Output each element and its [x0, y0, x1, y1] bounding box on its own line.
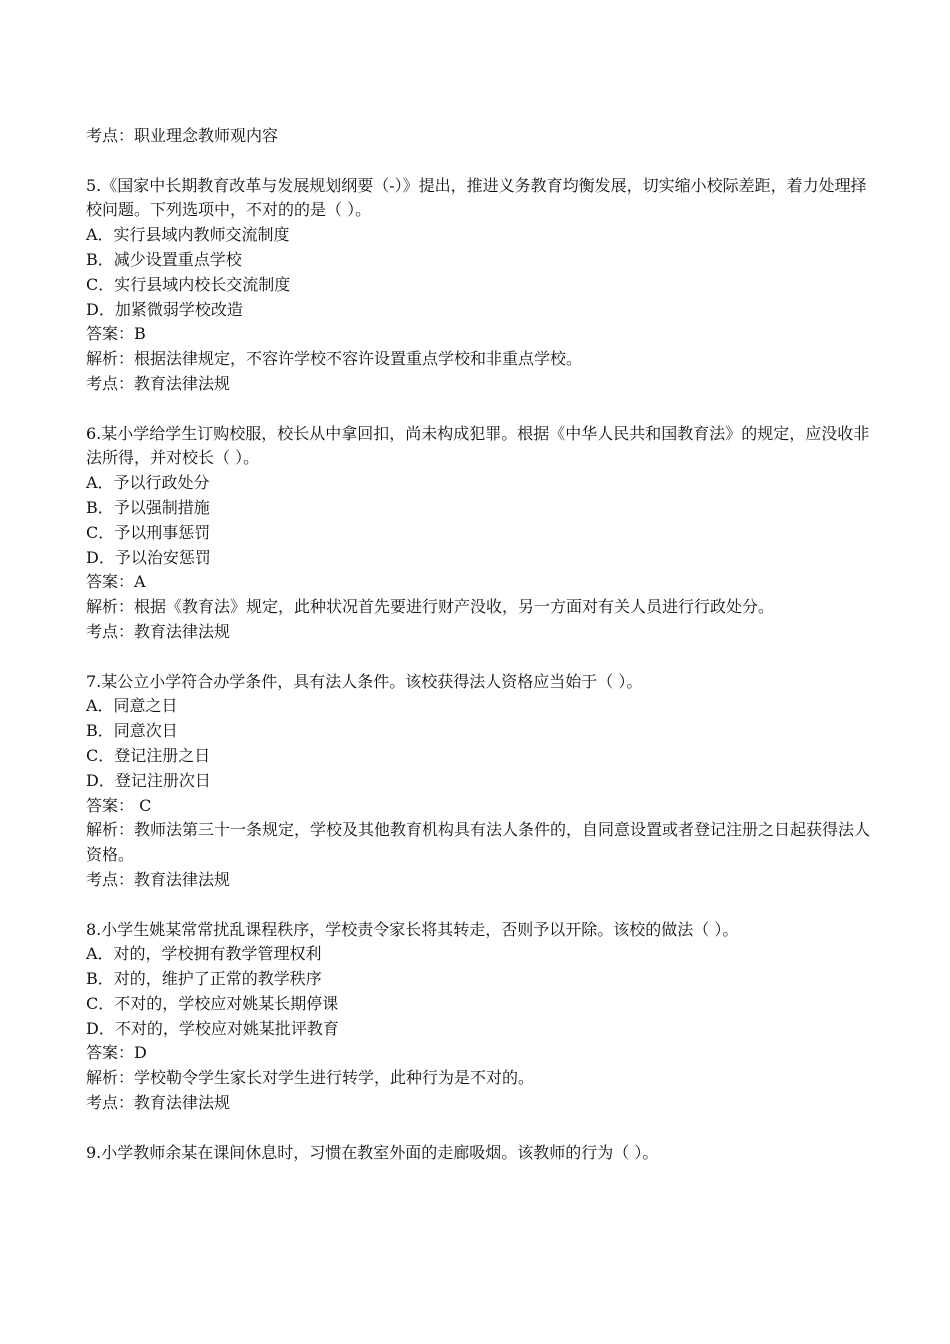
- option-a: A．实行县域内教师交流制度: [86, 225, 290, 245]
- option-a: A．同意之日: [86, 696, 178, 716]
- spacer: [86, 1116, 870, 1141]
- question-8: [86, 918, 870, 1116]
- analysis: 解析：教师法第三十一条规定，学校及其他教育机构具有法人条件的，自同意设置或者登记注册之日起获得法人资格。: [86, 820, 871, 865]
- question-6: [86, 422, 870, 645]
- option-a: A．予以行政处分: [86, 473, 210, 493]
- option-b: B．同意次日: [86, 721, 178, 741]
- option-b: B．对的，维护了正常的教学秩序: [86, 969, 322, 989]
- spacer: [86, 893, 870, 918]
- answer: 答案： C: [86, 795, 152, 815]
- question-5: [86, 174, 870, 397]
- spacer: [86, 645, 870, 670]
- question-stem: 8.小学生姚某常常扰乱课程秩序，学校责令家长将其转走，否则予以开除。该校的做法（ ）。: [86, 919, 739, 939]
- question-stem: 9.小学教师余某在课间休息时，习惯在教室外面的走廊吸烟。该教师的行为（ ）。: [86, 1142, 659, 1162]
- option-a: A．对的，学校拥有教学管理权利: [86, 944, 322, 964]
- spacer: [86, 397, 870, 422]
- option-b: B．减少设置重点学校: [86, 249, 242, 269]
- kaodian: 考点：教育法律法规: [86, 869, 231, 889]
- answer: 答案：A: [86, 572, 146, 592]
- analysis: 解析：学校勒令学生家长对学生进行转学，此种行为是不对的。: [86, 1068, 535, 1088]
- kaodian: 考点：教育法律法规: [86, 621, 231, 641]
- question-stem: 6.某小学给学生订购校服，校长从中拿回扣，尚未构成犯罪。根据《中华人民共和国教育法》的规定，应没收非法所得，并对校长（ ）。: [86, 423, 870, 468]
- option-c: C．不对的，学校应对姚某长期停课: [86, 993, 339, 1013]
- question-stem: 5.《国家中长期教育改革与发展规划纲要（-）》提出，推进义务教育均衡发展，切实缩小校际差距，着力处理择校问题。下列选项中，不对的的是（ ）。: [86, 175, 867, 220]
- option-c: C．实行县域内校长交流制度: [86, 274, 291, 294]
- question-stem: 7.某公立小学符合办学条件，具有法人条件。该校获得法人资格应当始于（ ）。: [86, 671, 643, 691]
- answer: 答案：B: [86, 324, 146, 344]
- kaodian-top: 考点：职业理念教师观内容: [86, 126, 279, 145]
- option-d: D．加紧微弱学校改造: [86, 299, 243, 319]
- spacer: [86, 149, 870, 174]
- option-d: D．不对的，学校应对姚某批评教育: [86, 1018, 339, 1038]
- option-d: D．予以治安惩罚: [86, 547, 211, 567]
- kaodian: 考点：教育法律法规: [86, 1093, 231, 1113]
- question-9: [86, 1141, 870, 1166]
- document-page: [86, 124, 870, 1165]
- option-c: C．予以刑事惩罚: [86, 522, 211, 542]
- analysis: 解析：根据《教育法》规定，此种状况首先要进行财产没收，另一方面对有关人员进行行政处分。: [86, 597, 775, 617]
- option-d: D．登记注册次日: [86, 770, 211, 790]
- option-b: B．予以强制措施: [86, 497, 210, 517]
- kaodian: 考点：教育法律法规: [86, 373, 231, 393]
- analysis: 解析：根据法律规定，不容许学校不容许设置重点学校和非重点学校。: [86, 349, 583, 369]
- question-7: [86, 670, 870, 893]
- option-c: C．登记注册之日: [86, 745, 211, 765]
- answer: 答案：D: [86, 1043, 147, 1063]
